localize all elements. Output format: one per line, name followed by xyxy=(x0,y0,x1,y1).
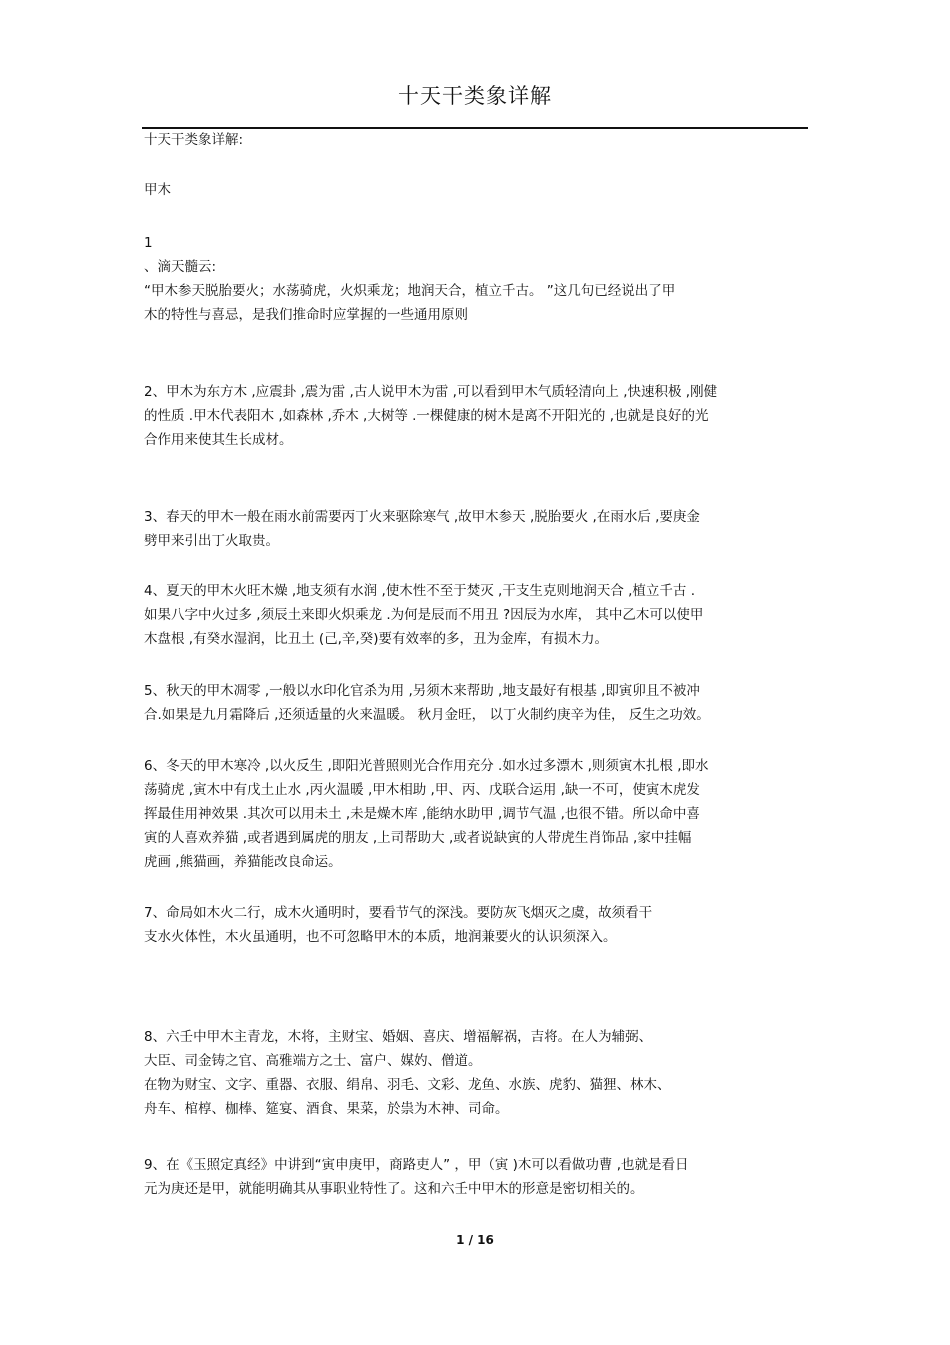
paragraph-line: 2、甲木为东方木 ,应震卦 ,震为雷 ,古人说甲木为雷 ,可以看到甲木气质轻清向上 ,快速积极 ,刚健 xyxy=(144,384,718,400)
paragraph-line: 合.如果是九月霜降后 ,还须适量的火来温暖。 秋月金旺， 以丁火制约庚辛为佳， 反生之功效。 xyxy=(144,707,710,723)
paragraph-2 xyxy=(144,380,717,452)
paragraph-line: 挥最佳用神效果 .其次可以用未土 ,未是燥木库 ,能纳水助甲 ,调节气温 ,也很不错。所以命中喜 xyxy=(144,806,700,822)
paragraph-line: 元为庚还是甲，就能明确其从事职业特性了。这和六壬中甲木的形意是密切相关的。 xyxy=(144,1181,644,1197)
paragraph-line: 9、在《玉照定真经》中讲到“寅申庚甲，商路吏人” ，甲（寅 )木可以看做功曹 ,也就是看日 xyxy=(144,1157,689,1173)
body-heading: 十天干类象详解: xyxy=(144,132,244,148)
paragraph-line: 6、冬天的甲木寒冷 ,以火反生 ,即阳光普照则光合作用充分 .如水过多漂木 ,则须寅木扎根 ,即水 xyxy=(144,758,709,774)
paragraph-7 xyxy=(144,901,652,949)
paragraph-4 xyxy=(144,579,703,651)
paragraph-9 xyxy=(144,1153,689,1201)
paragraph-line: 支水火体性，木火虽通明，也不可忽略甲木的本质，地润兼要火的认识须深入。 xyxy=(144,929,617,945)
paragraph-5 xyxy=(144,679,710,727)
paragraph-3 xyxy=(144,505,700,553)
paragraph-line: 3、春天的甲木一般在雨水前需要丙丁火来驱除寒气 ,故甲木参天 ,脱胎要火 ,在雨水后 ,要庚金 xyxy=(144,509,700,525)
paragraph-line: 4、夏天的甲木火旺木燥 ,地支须有水润 ,使木性不至于焚灭 ,干支生克则地润天合 ,植立千古 . xyxy=(144,583,696,599)
paragraph-line: 寅的人喜欢养猫 ,或者遇到属虎的朋友 ,上司帮助大 ,或者说缺寅的人带虎生肖饰品 ,家中挂幅 xyxy=(144,830,692,846)
paragraph-line: 虎画 ,熊猫画，养猫能改良命运。 xyxy=(144,854,342,870)
paragraph-line: 7、命局如木火二行，成木火通明时，要看节气的深浅。要防灰飞烟灭之虞，故须看干 xyxy=(144,905,653,921)
paragraph-line: 5、秋天的甲木凋零 ,一般以水印化官杀为用 ,另须木来帮助 ,地支最好有根基 ,即寅卯且不被冲 xyxy=(144,683,700,699)
document-title: 十天干类象详解 xyxy=(398,84,552,108)
paragraph-line: 在物为财宝、文字、重器、衣服、绢帛、羽毛、文彩、龙鱼、水族、虎豹、猫狸、林木、 xyxy=(144,1077,671,1093)
paragraph-line: 荡骑虎 ,寅木中有戊土止水 ,丙火温暖 ,甲木相助 ,甲、丙、戊联合运用 ,缺一不可，使寅木虎发 xyxy=(144,782,700,798)
paragraph-8 xyxy=(144,1025,671,1121)
paragraph-line: “甲木参天脱胎要火；水荡骑虎，火炽乘龙；地润天合，植立千古。 ”这几句已经说出了甲 xyxy=(144,283,676,299)
paragraph-1 xyxy=(144,231,675,327)
section-heading: 甲木 xyxy=(144,182,171,198)
paragraph-line: 木的特性与喜忌，是我们推命时应掌握的一些通用原则 xyxy=(144,307,468,323)
paragraph-line: 木盘根 ,有癸水湿润，比丑土 (己,辛,癸)要有效率的多，丑为金库，有损木力。 xyxy=(144,631,608,647)
page-number: 1 / 16 xyxy=(456,1233,494,1247)
paragraph-6 xyxy=(144,754,709,874)
paragraph-line: 舟车、棺椁、枷棒、筵宴、酒食、果菜，於祟为木神、司命。 xyxy=(144,1101,509,1117)
paragraph-line: 大臣、司金铸之官、高雅端方之士、富户、媒妁、僧道。 xyxy=(144,1053,482,1069)
paragraph-line: 、滴天髓云: xyxy=(144,259,217,275)
paragraph-line: 8、六壬中甲木主青龙，木将，主财宝、婚姻、喜庆、增福解祸，吉将。在人为辅弼、 xyxy=(144,1029,653,1045)
paragraph-line: 如果八字中火过多 ,须辰土来即火炽乘龙 .为何是辰而不用丑 ?因辰为水库， 其中乙木可以使甲 xyxy=(144,607,704,623)
paragraph-line: 合作用来使其生长成材。 xyxy=(144,432,293,448)
paragraph-line: 1 xyxy=(144,235,153,251)
paragraph-line: 劈甲来引出丁火取贵。 xyxy=(144,533,279,549)
paragraph-line: 的性质 .甲木代表阳木 ,如森林 ,乔木 ,大树等 .一棵健康的树木是离不开阳光的 ,也就是良好的光 xyxy=(144,408,709,424)
